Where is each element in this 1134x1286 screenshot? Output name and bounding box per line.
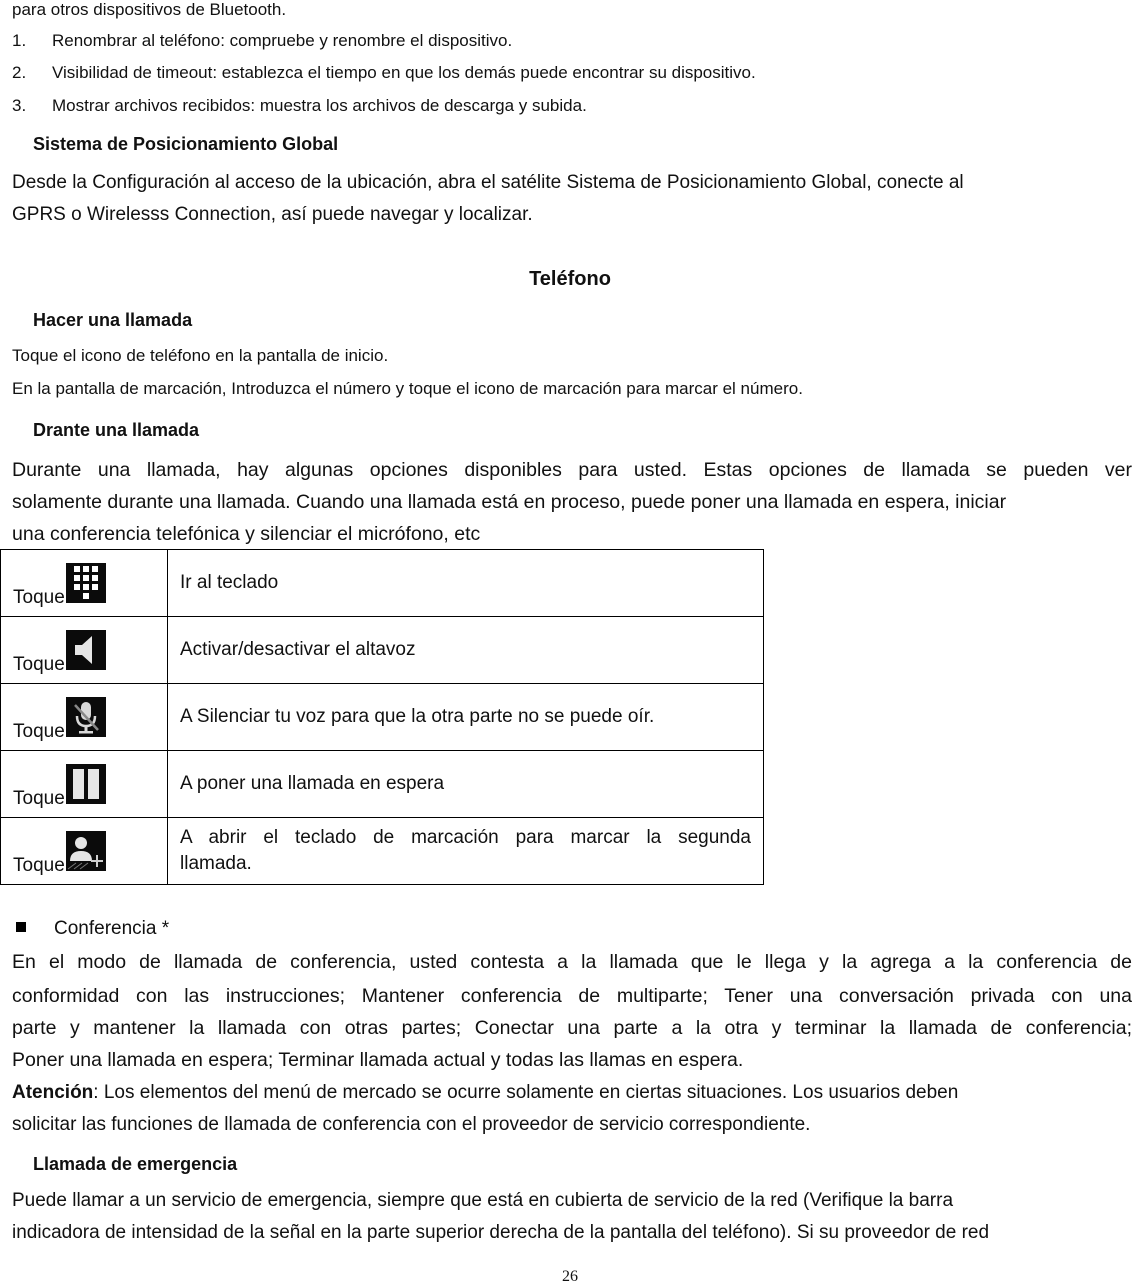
table-cell-description	[168, 684, 764, 751]
list-number: 2.	[12, 63, 27, 82]
list-number: 3.	[12, 96, 27, 115]
conference-text-line: parte y mantener la llamada con otras partes; Conectar una parte a la otra y terminar la llamada de conferencia;	[12, 1017, 1132, 1039]
table-cell-description	[168, 751, 764, 818]
option-description: A poner una llamada en espera	[180, 773, 445, 794]
list-number: 1.	[12, 31, 27, 50]
toque-label: Toque	[13, 788, 65, 809]
list-text: Renombrar al teléfono: compruebe y renombre el dispositivo.	[52, 31, 513, 50]
table-row	[1, 684, 764, 751]
table-cell-action	[1, 617, 168, 684]
gps-heading: Sistema de Posicionamiento Global	[33, 134, 339, 154]
table-row	[1, 818, 764, 885]
conference-text-line: En el modo de llamada de conferencia, usted contesta a la llamada que le llega y la agrega a la conferencia de	[12, 951, 1132, 973]
list-text: Mostrar archivos recibidos: muestra los archivos de descarga y subida.	[52, 96, 587, 115]
conference-text-line: conformidad con las instrucciones; Mantener conferencia de multiparte; Tener una conversación privada con una	[12, 985, 1132, 1007]
table-cell-description	[168, 617, 764, 684]
conference-bullet	[16, 918, 169, 940]
toque-label: Toque	[13, 721, 65, 742]
page-number: 26	[562, 1268, 578, 1285]
add-call-icon	[66, 831, 106, 871]
during-call-text-line: solamente durante una llamada. Cuando una llamada está en proceso, puede poner una llamada en espera, iniciar	[12, 491, 1007, 513]
bullet-square-icon	[16, 922, 26, 932]
option-description: Activar/desactivar el altavoz	[180, 639, 416, 660]
gps-text-line: Desde la Configuración al acceso de la ubicación, abra el satélite Sistema de Posicionamiento Global, conecte al	[12, 172, 964, 193]
list-item	[12, 96, 587, 116]
table-cell-description	[168, 818, 764, 885]
attention-text: : Los elementos del menú de mercado se ocurre solamente en ciertas situaciones. Los usuarios deben	[93, 1082, 959, 1103]
during-call-text-line: una conferencia telefónica y silenciar el micrófono, etc	[12, 523, 481, 545]
toque-label: Toque	[13, 855, 65, 876]
table-cell-action	[1, 684, 168, 751]
conference-text-line: Poner una llamada en espera; Terminar llamada actual y todas las llamas en espera.	[12, 1049, 744, 1071]
conference-bullet-text: Conferencia *	[54, 918, 170, 939]
option-description: A abrir el teclado de marcación para marcar la segunda	[180, 827, 751, 848]
attention-text-line: solicitar las funciones de llamada de conferencia con el proveedor de servicio correspondiente.	[12, 1114, 811, 1135]
table-row	[1, 751, 764, 818]
table-row	[1, 550, 764, 617]
gps-text-line: GPRS o Wirelesss Connection, así puede navegar y localizar.	[12, 204, 533, 225]
option-description: Ir al teclado	[180, 572, 279, 593]
option-description: A Silenciar tu voz para que la otra parte no se puede oír.	[180, 706, 655, 727]
pause-icon	[66, 764, 106, 804]
emergency-text-line: indicadora de intensidad de la señal en la parte superior derecha de la pantalla del teléfono). Si su proveedor de red	[12, 1222, 990, 1243]
attention-label: Atención	[12, 1082, 94, 1103]
toque-label: Toque	[13, 654, 65, 675]
mute-mic-icon	[66, 697, 106, 737]
list-item	[12, 63, 756, 83]
table-cell-description	[168, 550, 764, 617]
during-call-text-line: Durante una llamada, hay algunas opciones disponibles para usted. Estas opciones de llamada se pueden ver	[12, 459, 1132, 481]
attention-text-line	[12, 1082, 958, 1104]
list-text: Visibilidad de timeout: establezca el tiempo en que los demás puede encontrar su dispositivo.	[52, 63, 756, 82]
table-cell-action	[1, 818, 168, 885]
call-text-line: Toque el icono de teléfono en la pantalla de inicio.	[12, 346, 389, 365]
during-call-heading: Drante una llamada	[33, 420, 200, 440]
emergency-text-line: Puede llamar a un servicio de emergencia, siempre que está en cubierta de servicio de la red (Verifique la barra	[12, 1190, 954, 1211]
speaker-icon	[66, 630, 106, 670]
emergency-heading: Llamada de emergencia	[33, 1154, 238, 1174]
call-text-line: En la pantalla de marcación, Introduzca el número y toque el icono de marcación para marcar el número.	[12, 379, 803, 398]
call-heading: Hacer una llamada	[33, 310, 193, 330]
section-title: Teléfono	[529, 268, 611, 290]
table-row	[1, 617, 764, 684]
call-options-table	[0, 549, 764, 885]
option-description: llamada.	[180, 853, 252, 874]
toque-label: Toque	[13, 587, 65, 608]
table-cell-action	[1, 550, 168, 617]
intro-line: para otros dispositivos de Bluetooth.	[12, 0, 287, 19]
dialpad-icon	[66, 563, 106, 603]
table-cell-action	[1, 751, 168, 818]
list-item	[12, 31, 512, 51]
